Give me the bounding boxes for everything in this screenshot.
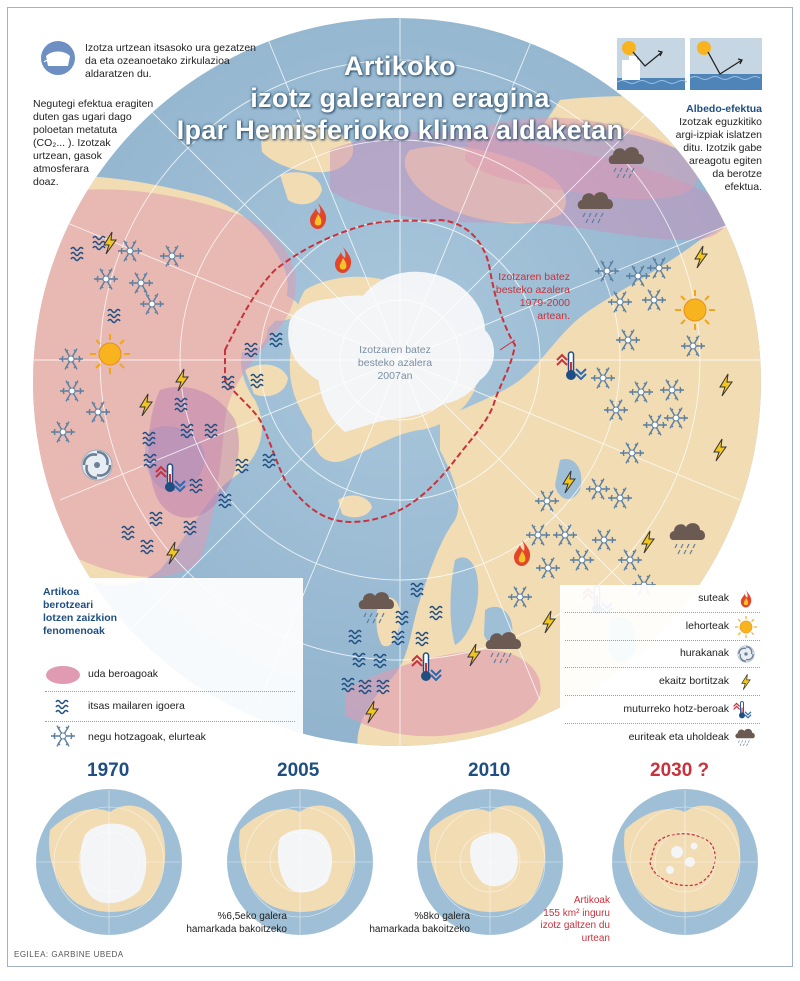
legend-floods: euriteak eta uholdeak: [628, 731, 729, 743]
albedo-title: Albedo-efektua: [686, 103, 762, 115]
legend-title-line: Artikoa: [43, 586, 80, 598]
year-2010: 2010: [468, 760, 511, 781]
note-line: duten gas ugari dago: [33, 111, 132, 123]
note-line: aldaratzen du.: [85, 68, 152, 80]
caption-line: 155 km² inguru: [543, 907, 610, 919]
note-line: Negutegi efektua eragiten: [33, 98, 154, 110]
note-line: doaz.: [33, 176, 59, 188]
note-line: (CO₂... ). Izotzak: [33, 137, 111, 149]
title-line-2: izotz galeraren eragina: [250, 83, 550, 113]
globe-1970: [36, 789, 182, 935]
title-line-1: Artikoko: [344, 51, 456, 81]
label-line: 2007an: [377, 370, 413, 382]
greenhouse-note: [33, 98, 173, 189]
year-1970: 1970: [87, 760, 130, 781]
caption-line: %8ko galera: [414, 911, 470, 922]
sun-icon: [735, 616, 757, 638]
legend-right-icons: [560, 585, 765, 755]
rain-cloud-icon: [735, 729, 754, 746]
legend-title-line: fenomenoak: [43, 625, 105, 637]
snowflake-icon: [51, 726, 75, 747]
ocean-circulation-icon: [41, 41, 75, 75]
loss-2005-caption: [167, 911, 287, 936]
legend-title-line: lotzen zaizkion: [43, 612, 118, 624]
loss-2030-caption: [520, 895, 610, 945]
caption-line: Artikoak: [573, 895, 610, 906]
note-line: urtzean, gasok: [33, 150, 102, 162]
note-line: ditu. Izotzik gabe: [683, 142, 762, 154]
note-line: areagotu egiten: [689, 155, 762, 167]
legend-title-line: berotzeari: [43, 599, 94, 611]
legend-storms: ekaitz bortitzak: [658, 675, 729, 687]
caption-line: hamarkada bakoitzeko: [369, 923, 470, 935]
globe-2030: [612, 789, 758, 935]
legend-events: [560, 585, 765, 755]
label-line: Izotzaren batez: [498, 271, 570, 283]
caption-line: %6,5eko galera: [217, 911, 287, 922]
sea-level-icon: [56, 701, 68, 714]
legend-warm-summers: uda beroagoak: [88, 668, 159, 680]
hurricane-icon: [82, 450, 112, 480]
albedo-water-image: [690, 38, 762, 90]
loss-2010-caption: [350, 911, 470, 936]
thermometer-icon: [734, 702, 751, 719]
legend-sea-level-rise: itsas mailaren igoera: [88, 700, 185, 712]
fire-icon: [741, 591, 752, 608]
note-line: efektua.: [724, 181, 762, 193]
legend-fires: suteak: [698, 592, 729, 604]
label-line: besteko azalera: [495, 284, 570, 296]
year-2030: 2030 ?: [650, 760, 710, 781]
year-2005: 2005: [277, 760, 320, 781]
legend-extreme-temps: muturreko hotz-beroak: [623, 703, 729, 715]
legend-divider: [45, 691, 295, 692]
legend-phenomena: [33, 578, 303, 758]
circulation-note: [85, 42, 256, 81]
note-line: poloetan metatuta: [33, 124, 118, 136]
warm-summer-swatch: [46, 666, 80, 684]
caption-line: izotz galtzen du urtean: [540, 920, 610, 944]
note-line: atmosferara: [33, 163, 90, 175]
legend-cold-winters: negu hotzagoak, elurteak: [88, 731, 206, 743]
legend-hurricanes: hurakanak: [679, 647, 729, 659]
ice-2007-label: [345, 344, 445, 383]
author-credit: EGILEA: GARBINE UBEDA: [14, 950, 124, 959]
legend-droughts: lehorteak: [685, 620, 729, 632]
sun-icon: [90, 334, 130, 374]
sun-icon: [675, 290, 715, 330]
legend-divider: [45, 721, 295, 722]
label-line: artean.: [537, 310, 570, 322]
note-line: argi-izpiak islatzen: [675, 129, 762, 141]
bolt-icon: [742, 674, 750, 689]
hurricane-icon: [738, 646, 755, 663]
label-line: besteko azalera: [357, 357, 433, 369]
title-line-3: Ipar Hemisferioko klima aldaketan: [176, 115, 624, 145]
albedo-note: [650, 103, 762, 194]
note-line: Izotza urtzean itsasoko ura gezatzen: [85, 42, 257, 54]
note-line: Izotzak eguzkitiko: [679, 116, 762, 128]
note-line: da berotze: [712, 168, 762, 180]
caption-line: hamarkada bakoitzeko: [186, 923, 287, 935]
ice-1979-label: [470, 271, 570, 323]
label-line: Izotzaren batez: [359, 344, 431, 356]
label-line: 1979-2000: [519, 297, 570, 309]
note-line: da eta ozeanoetako zirkulazioa: [85, 55, 230, 67]
